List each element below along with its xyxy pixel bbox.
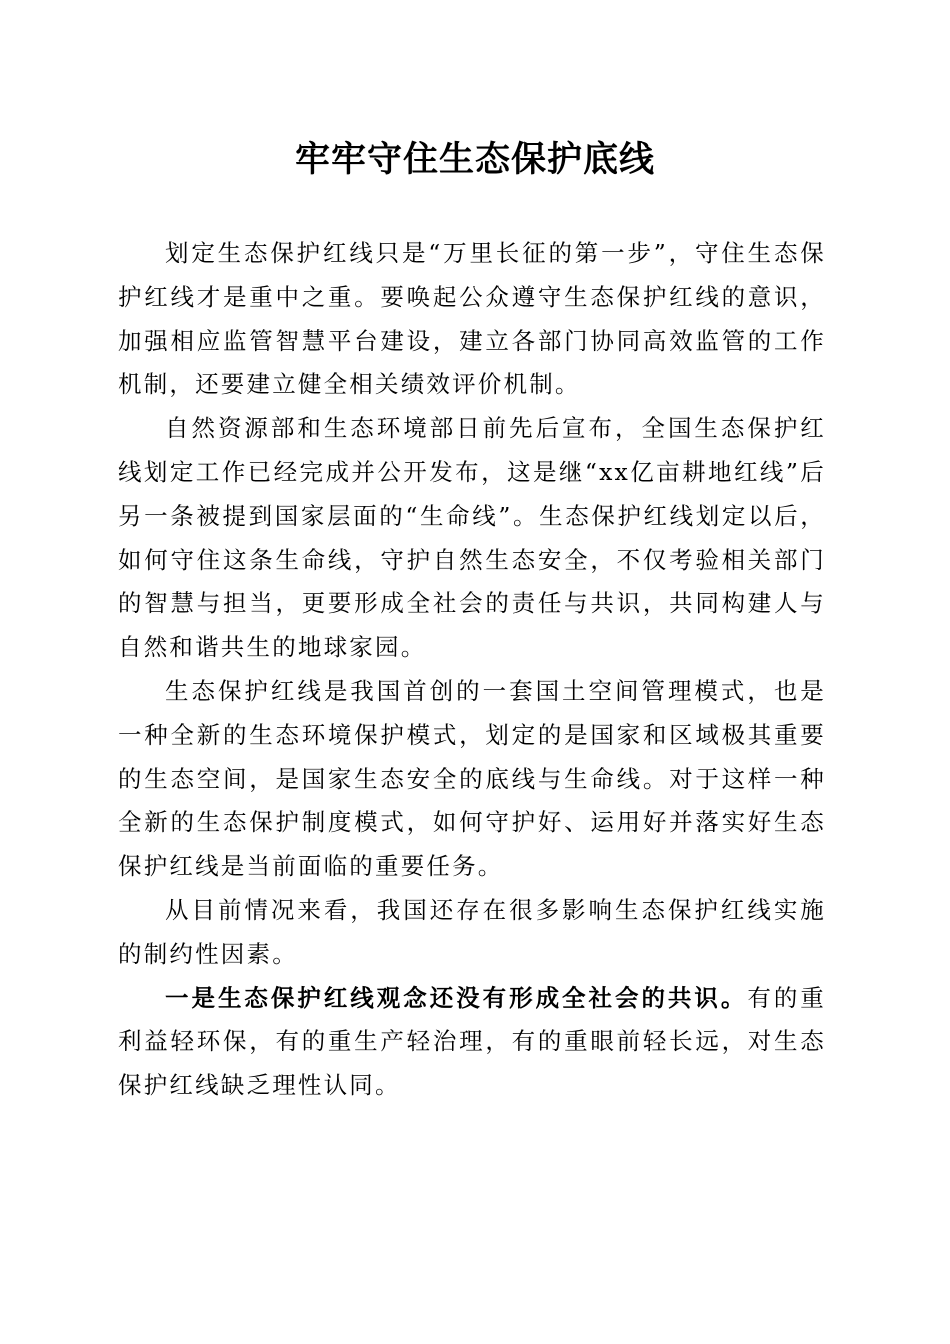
document-title: 牢牢守住生态保护底线	[294, 139, 655, 180]
paragraph-text: 有的重利益轻环保，有的重生产轻治理，有的重眼前轻长远，对生态保护红线缺乏理性认同。	[118, 983, 826, 1100]
paragraph-5	[118, 977, 826, 1108]
paragraph-text: 划定生态保护红线只是“万里长征的第一步”，守住生态保护红线才是重中之重。要唤起公众遵守生态保护红线的意识，加强相应监管智慧平台建设，建立各部门协同高效监管的工作机制，还要建立健全相关绩效评价机制。	[118, 239, 826, 399]
paragraph-lead: 一是生态保护红线观念还没有形成全社会的共识。	[165, 983, 748, 1012]
paragraph-text: 自然资源部和生态环境部日前先后宣布，全国生态保护红线划定工作已经完成并公开发布，这是继“xx亿亩耕地红线”后另一条被提到国家层面的“生命线”。生态保护红线划定以后，如何守住这条生命线，守护自然生态安全，不仅考验相关部门的智慧与担当，更要形成全社会的责任与共识，共同构建人与自然和谐共生的地球家园。	[118, 414, 826, 662]
paragraph-1	[118, 232, 826, 407]
paragraph-2	[118, 407, 826, 670]
paragraph-text: 生态保护红线是我国首创的一套国土空间管理模式，也是一种全新的生态环境保护模式，划定的是国家和区域极其重要的生态空间，是国家生态安全的底线与生命线。对于这样一种全新的生态保护制度模式，如何守护好、运用好并落实好生态保护红线是当前面临的重要任务。	[118, 676, 826, 881]
paragraph-4	[118, 889, 826, 977]
paragraph-3	[118, 670, 826, 889]
document-body	[118, 232, 826, 1108]
paragraph-text: 从目前情况来看，我国还存在很多影响生态保护红线实施的制约性因素。	[118, 895, 826, 968]
